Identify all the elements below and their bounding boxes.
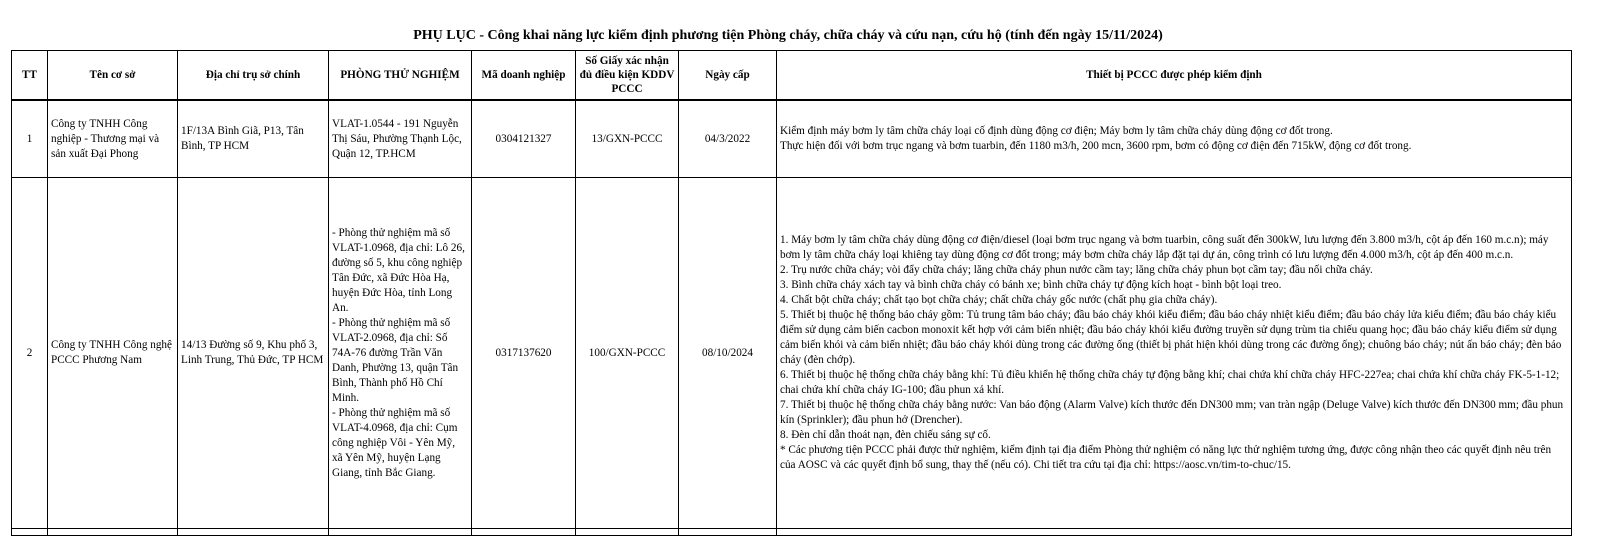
cell-empty [679,529,777,536]
equipment-line: 1. Máy bơm ly tâm chữa cháy dùng động cơ điện/diesel (loại bơm trục ngang và bơm tuarbin, công suất đến 300kW, lưu lượng đến 3.800 m3/h, cột áp đến 160 m.c.n); máy bơm ly tâm chữa cháy loại khiêng tay dùng động cơ đốt trong; máy bơm chữa cháy lắp đặt tại dự án, công trình có lưu lượng đến 4.000 m3/h, cột áp đến 400 m.c.n. [780,234,1549,261]
header-ten-co-so: Tên cơ sở [48,51,178,101]
cell-thiet-bi [777,100,1572,178]
cell-ten-co-so: Công ty TNHH Công nghiệp - Thương mại và sản xuất Đại Phong [48,100,178,178]
header-thiet-bi: Thiết bị PCCC được phép kiểm định [777,51,1572,101]
cell-empty [777,529,1572,536]
header-ma-doanh-nghiep: Mã doanh nghiệp [472,51,576,101]
lab-entry: - Phòng thử nghiệm mã số VLAT-4.0968, địa chỉ: Cụm công nghiệp Vôi - Yên Mỹ, xã Yên Mỹ, huyện Lạng Giang, tỉnh Bắc Giang. [332,406,458,479]
equipment-line: 3. Bình chữa cháy xách tay và bình chữa cháy có bánh xe; bình chữa cháy tự động kích hoạt - bình bột loại treo. [780,279,1282,291]
cell-phong-thu-nghiem [329,100,472,178]
cell-phong-thu-nghiem [329,178,472,529]
header-phong-thu-nghiem: PHÒNG THỬ NGHIỆM [329,51,472,101]
cell-so-giay: 100/GXN-PCCC [576,178,679,529]
lab-entry: - Phòng thử nghiệm mã số VLAT-2.0968, địa chỉ: Số 74A-76 đường Trần Văn Danh, Phường 13, quận Tân Bình, Thành phố Hồ Chí Minh. [332,316,459,404]
cell-empty [48,529,178,536]
table-row [12,178,1572,529]
cell-thiet-bi [777,178,1572,529]
lab-entry: - Phòng thử nghiệm mã số VLAT-1.0968, địa chỉ: Lô 26, đường số 5, khu công nghiệp Tân Đức, xã Đức Hòa Hạ, huyện Đức Hòa, tỉnh Long An. [332,226,465,314]
equipment-line: Thực hiện đối với bơm trục ngang và bơm tuarbin, đến 1180 m3/h, 200 mcn, 3600 rpm, bơm có động cơ điện đến 715kW, động cơ đốt trong. [780,140,1412,152]
header-ngay-cap: Ngày cấp [679,51,777,101]
cell-dia-chi: 14/13 Đường số 9, Khu phố 3, Linh Trung, Thủ Đức, TP HCM [178,178,329,529]
table-row [12,100,1572,178]
cell-empty [329,529,472,536]
appendix-table [11,50,1572,536]
cell-ten-co-so: Công ty TNHH Công nghệ PCCC Phương Nam [48,178,178,529]
equipment-line: 7. Thiết bị thuộc hệ thống chữa cháy bằng nước: Van báo động (Alarm Valve) kích thước đến DN300 mm; van tràn ngập (Deluge Valve) kích thước đến DN300 mm; đầu phun kín (Sprinkler); đầu phun hở (Drencher). [780,399,1564,426]
cell-empty [472,529,576,536]
cell-empty [576,529,679,536]
cell-tt: 2 [12,178,48,529]
cell-empty [12,529,48,536]
cell-empty [178,529,329,536]
equipment-line: 8. Đèn chỉ dẫn thoát nạn, đèn chiếu sáng sự cố. [780,429,991,441]
equipment-line: * Các phương tiện PCCC phải được thử nghiệm, kiểm định tại địa điểm Phòng thử nghiệm có năng lực thử nghiệm tương ứng, được công nhận theo các quyết định nêu trên của AOSC và các quyết định bổ sung, thay thế (nếu có). Chi tiết tra cứu tại địa chỉ: https://aosc.vn/tim-to-chuc/15. [780,444,1552,471]
header-tt: TT [12,51,48,101]
cell-tt: 1 [12,100,48,178]
table-row-cut-off [12,529,1572,536]
cell-ma-doanh-nghiep: 0304121327 [472,100,576,178]
equipment-line: 4. Chất bột chữa cháy; chất tạo bọt chữa cháy; chất chữa cháy gốc nước (chất phụ gia chữa cháy). [780,294,1218,306]
equipment-line: 5. Thiết bị thuộc hệ thống báo cháy gồm: Tủ trung tâm báo cháy; đầu báo cháy khói kiểu điểm; đầu báo cháy nhiệt kiểu điểm; đầu báo cháy lửa kiểu điểm; đầu báo cháy kiểu điểm sử dụng cảm biến cacbon monoxit kết hợp với cảm biến nhiệt; đầu báo cháy khói kiểu đường truyền sử dụng trùm tia chiếu quang học; đầu báo cháy kiểu điểm sử dụng cảm biến khói và cảm biến nhiệt; đầu báo cháy khói dùng trong các đường ống (thiết bị phát hiện khói dùng trong các đường ống); chuông báo cháy; nút ấn báo cháy; đèn báo cháy (đèn chớp). [780,309,1562,366]
cell-so-giay: 13/GXN-PCCC [576,100,679,178]
header-dia-chi: Địa chỉ trụ sở chính [178,51,329,101]
lab-entry: VLAT-1.0544 - 191 Nguyễn Thị Sáu, Phường Thạnh Lộc, Quận 12, TP.HCM [332,117,462,160]
cell-dia-chi: 1F/13A Bình Giã, P13, Tân Bình, TP HCM [178,100,329,178]
document-title: PHỤ LỤC - Công khai năng lực kiểm định phương tiện Phòng cháy, chữa cháy và cứu nạn, cứu hộ (tính đến ngày 15/11/2024) [413,28,1163,43]
cell-ngay-cap: 08/10/2024 [679,178,777,529]
header-so-giay: Số Giấy xác nhận đủ điều kiện KDDV PCCC [576,51,679,101]
equipment-line: Kiểm định máy bơm ly tâm chữa cháy loại cố định dùng động cơ điện; Máy bơm ly tâm chữa cháy dùng động cơ đốt trong. [780,125,1333,137]
header-row [12,51,1572,101]
equipment-line: 2. Trụ nước chữa cháy; vòi đẩy chữa cháy; lăng chữa cháy phun nước cầm tay; lăng chữa cháy phun bọt cầm tay; đầu nối chữa cháy. [780,264,1373,276]
equipment-line: 6. Thiết bị thuộc hệ thống chữa cháy bằng khí: Tủ điều khiển hệ thống chữa cháy tự động bằng khí; chai chứa khí chữa cháy HFC-227ea; chai chứa khí chữa cháy FK-5-1-12; chai chứa khí chữa cháy IG-100; đầu phun xả khí. [780,369,1560,396]
cell-ma-doanh-nghiep: 0317137620 [472,178,576,529]
cell-ngay-cap: 04/3/2022 [679,100,777,178]
